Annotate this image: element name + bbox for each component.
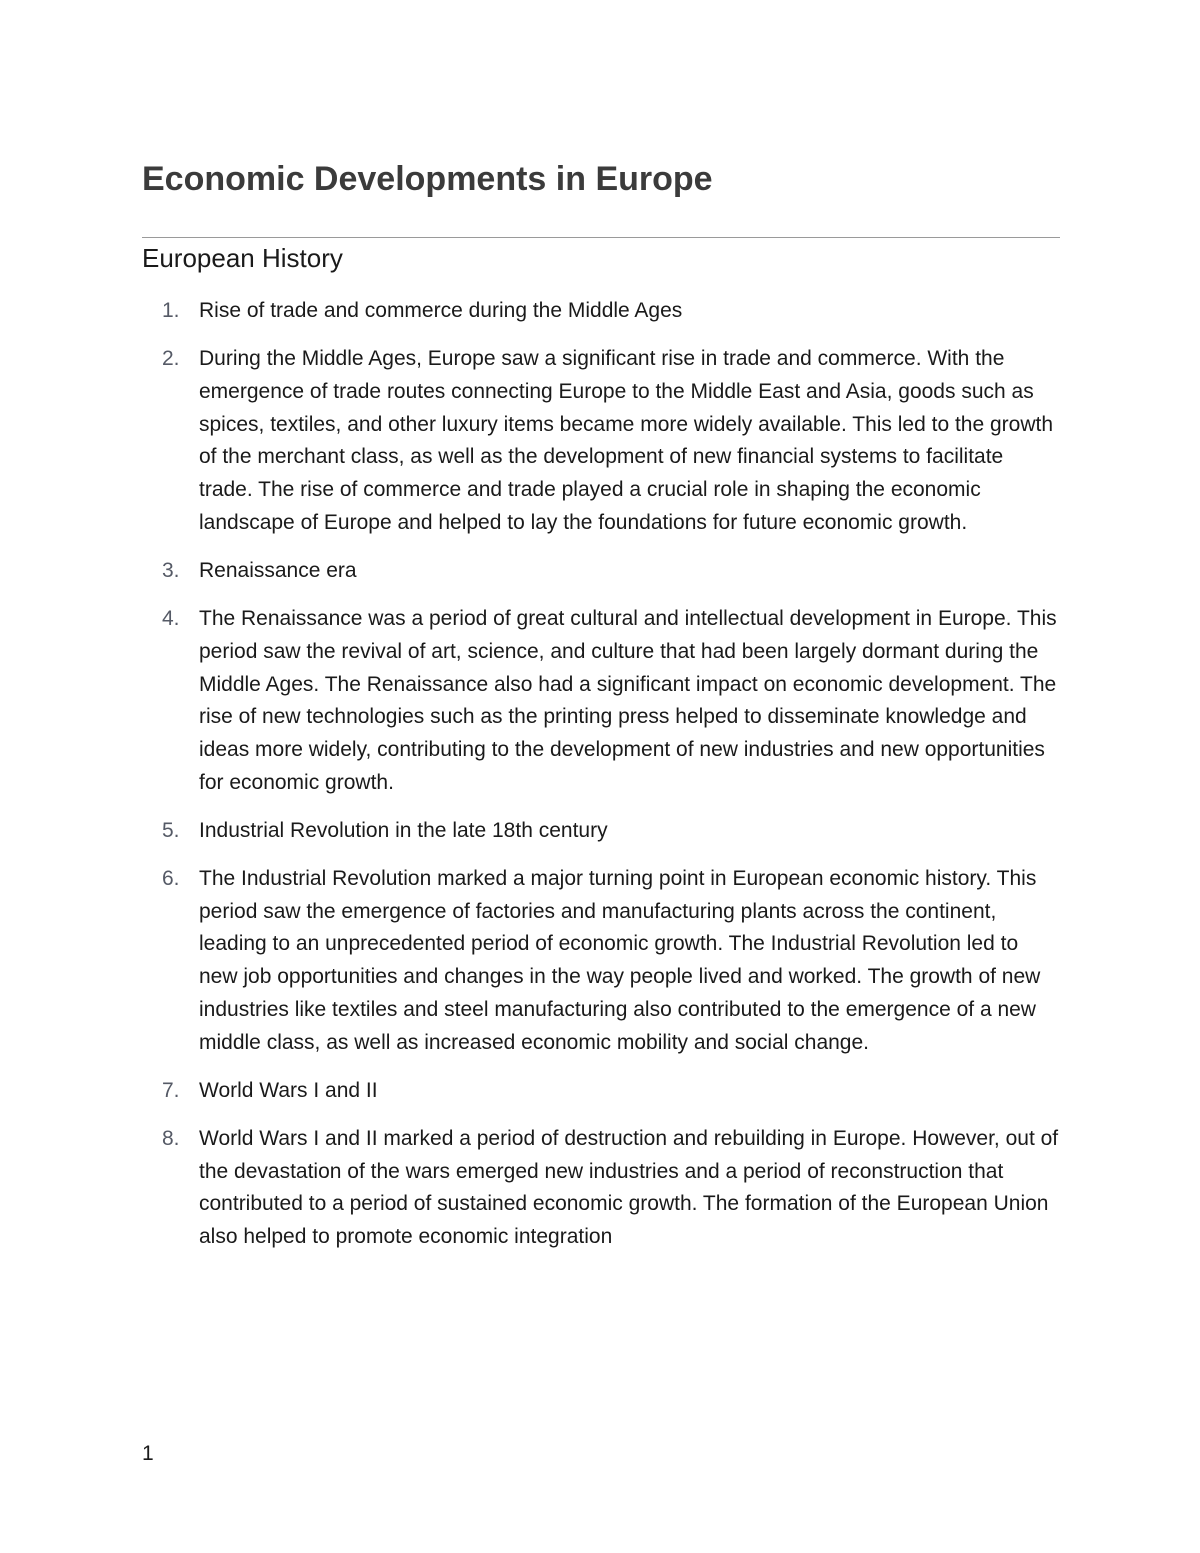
- list-item-text: Industrial Revolution in the late 18th century: [199, 818, 608, 842]
- list-item: [142, 815, 1062, 848]
- list-item-text: World Wars I and II marked a period of destruction and rebuilding in Europe. However, out of the devastation of the wars emerged new industries and a period of reconstruction that contributed to a period of sustained economic growth. The formation of the European Union also helped to promote economic integration: [199, 1126, 1059, 1249]
- list-item-text: During the Middle Ages, Europe saw a significant rise in trade and commerce. With the emergence of trade routes connecting Europe to the Middle East and Asia, goods such as spices, textiles, and other luxury items became more widely available. This led to the growth of the merchant class, as well as the development of new financial systems to facilitate trade. The rise of commerce and trade played a crucial role in shaping the economic landscape of Europe and helped to lay the foundations for future economic growth.: [199, 347, 1054, 534]
- section-heading: European History: [142, 243, 343, 273]
- list-item: [142, 295, 1062, 328]
- list-item: [142, 1075, 1062, 1108]
- list-item-number: 6.: [162, 867, 180, 891]
- list-item-text: Renaissance era: [199, 558, 357, 582]
- list-item: [142, 343, 1062, 539]
- list-item-number: 4.: [162, 607, 180, 631]
- list-item: [142, 555, 1062, 588]
- list-item-number: 8.: [162, 1126, 180, 1150]
- numbered-list: [142, 295, 1062, 1269]
- title-divider: [142, 237, 1060, 238]
- document-title: Economic Developments in Europe: [142, 160, 713, 198]
- list-item-text: World Wars I and II: [199, 1078, 378, 1102]
- list-item: [142, 863, 1062, 1059]
- list-item-number: 3.: [162, 558, 180, 582]
- list-item-number: 5.: [162, 818, 180, 842]
- list-item-number: 2.: [162, 347, 180, 371]
- page-number: 1: [142, 1442, 154, 1465]
- list-item-number: 7.: [162, 1078, 180, 1102]
- list-item-text: The Renaissance was a period of great cultural and intellectual development in Europe. This period saw the revival of art, science, and culture that had been largely dormant during the Middle Ages. The Renaissance also had a significant impact on economic development. The rise of new technologies such as the printing press helped to disseminate knowledge and ideas more widely, contributing to the development of new industries and new opportunities for economic growth.: [199, 607, 1057, 794]
- list-item: [142, 603, 1062, 799]
- list-item-number: 1.: [162, 299, 180, 322]
- list-item-text: Rise of trade and commerce during the Middle Ages: [199, 299, 683, 322]
- list-item-text: The Industrial Revolution marked a major turning point in European economic history. This period saw the emergence of factories and manufacturing plants across the continent, leading to an unprecedented period of economic growth. The Industrial Revolution led to new job opportunities and changes in the way people lived and worked. The growth of new industries like textiles and steel manufacturing also contributed to the emergence of a new middle class, as well as increased economic mobility and social change.: [199, 867, 1041, 1054]
- list-item: [142, 1123, 1062, 1254]
